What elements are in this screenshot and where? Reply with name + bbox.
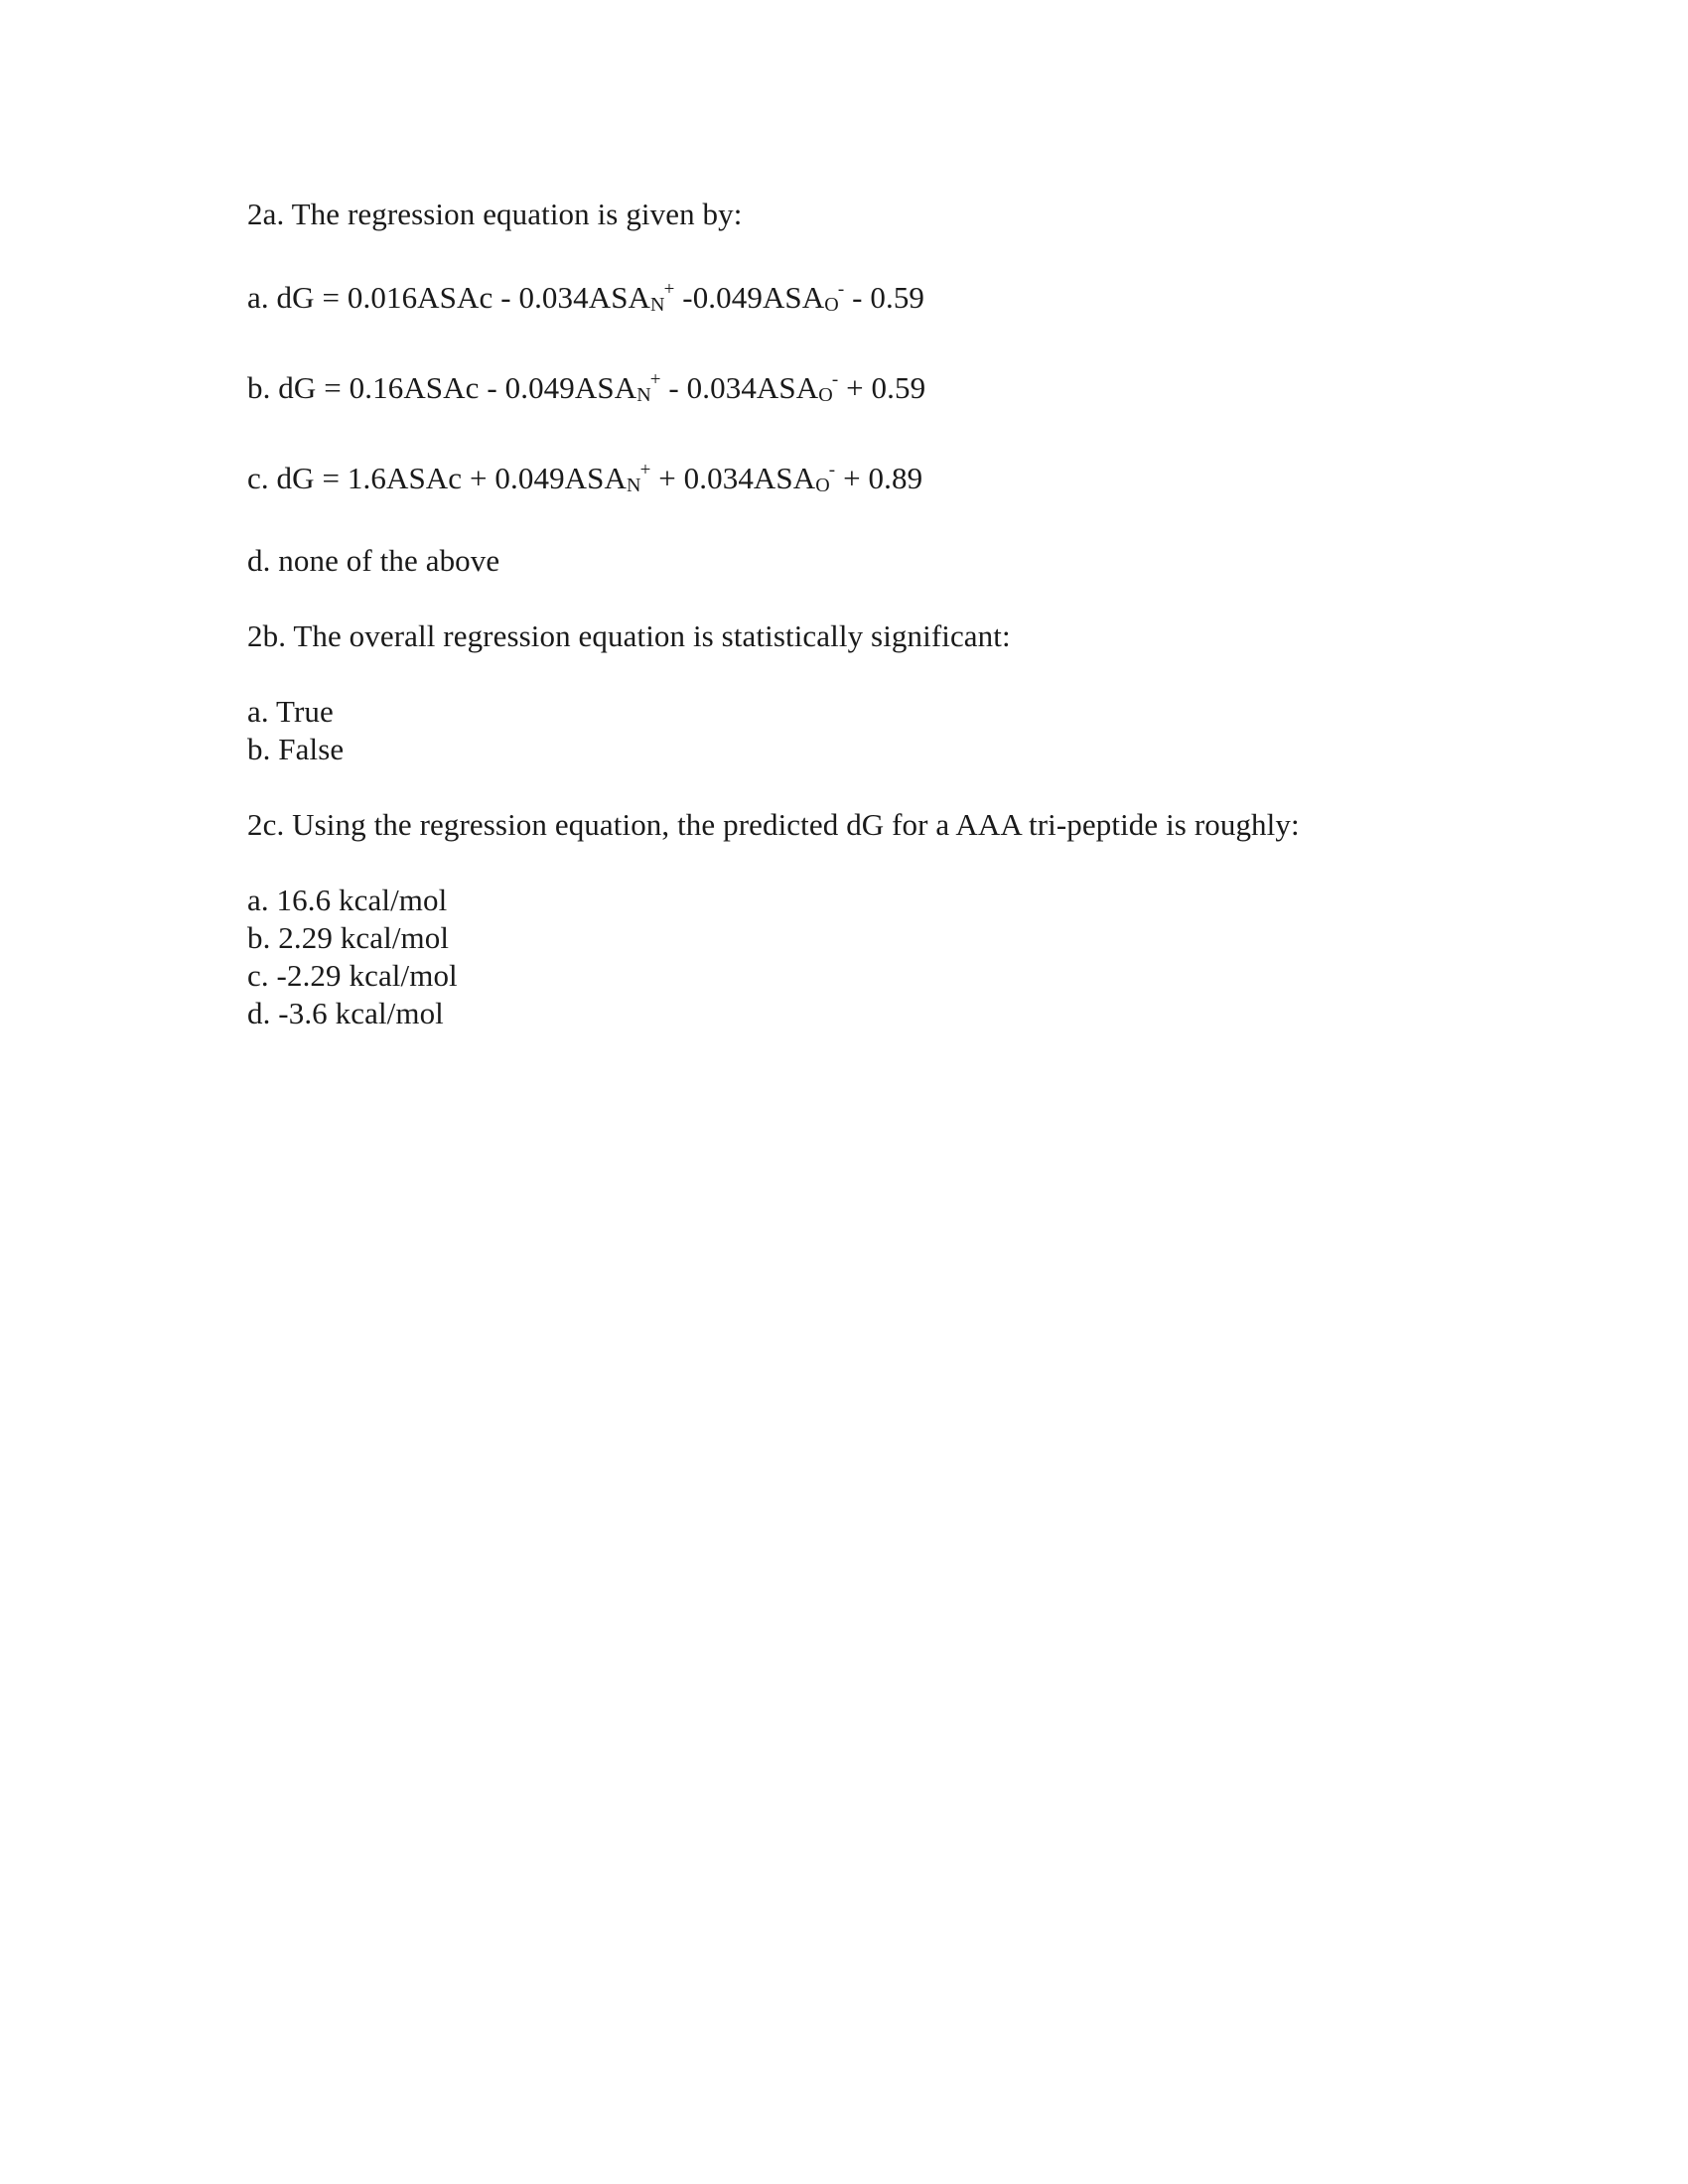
superscript-plus: + <box>649 369 661 390</box>
equation-prefix: b. dG = 0.16ASAc - 0.049ASA <box>247 370 637 405</box>
question-2a-option-d: d. none of the above <box>247 543 500 578</box>
equation-suffix: + 0.89 <box>835 461 923 495</box>
equation-suffix: - 0.59 <box>844 280 925 315</box>
superscript-minus: - <box>828 460 836 480</box>
superscript-minus: - <box>831 369 839 390</box>
question-2b-option-a: a. True <box>247 694 334 729</box>
question-2c-option-b: b. 2.29 kcal/mol <box>247 920 450 955</box>
superscript-minus: - <box>837 279 845 300</box>
equation-suffix: + 0.59 <box>838 370 926 405</box>
question-2c-prompt: 2c. Using the regression equation, the predicted dG for a AAA tri-peptide is roughly: <box>247 807 1300 842</box>
subscript-o: O <box>818 384 833 406</box>
subscript-n: N <box>627 475 641 496</box>
question-2a-option-b <box>247 361 1538 414</box>
subscript-n: N <box>650 294 665 316</box>
equation-mid: - 0.034ASA <box>660 370 819 405</box>
equation-mid: + 0.034ASA <box>650 461 816 495</box>
question-2c-option-c: c. -2.29 kcal/mol <box>247 958 458 993</box>
equation-mid: -0.049ASA <box>674 280 825 315</box>
question-2c-option-a: a. 16.6 kcal/mol <box>247 883 448 917</box>
question-2a-option-a <box>247 271 1538 324</box>
question-2a-option-c <box>247 452 1538 504</box>
question-2b-prompt: 2b. The overall regression equation is statistically significant: <box>247 618 1011 653</box>
subscript-o: O <box>824 294 839 316</box>
question-content <box>247 196 1538 1032</box>
question-2a-prompt: 2a. The regression equation is given by: <box>247 197 743 231</box>
equation-prefix: a. dG = 0.016ASAc - 0.034ASA <box>247 280 651 315</box>
question-2b-option-b: b. False <box>247 732 345 766</box>
superscript-plus: + <box>663 279 675 300</box>
superscript-plus: + <box>639 460 651 480</box>
equation-prefix: c. dG = 1.6ASAc + 0.049ASA <box>247 461 628 495</box>
subscript-o: O <box>815 475 830 496</box>
subscript-n: N <box>636 384 651 406</box>
question-2c-option-d: d. -3.6 kcal/mol <box>247 996 444 1030</box>
